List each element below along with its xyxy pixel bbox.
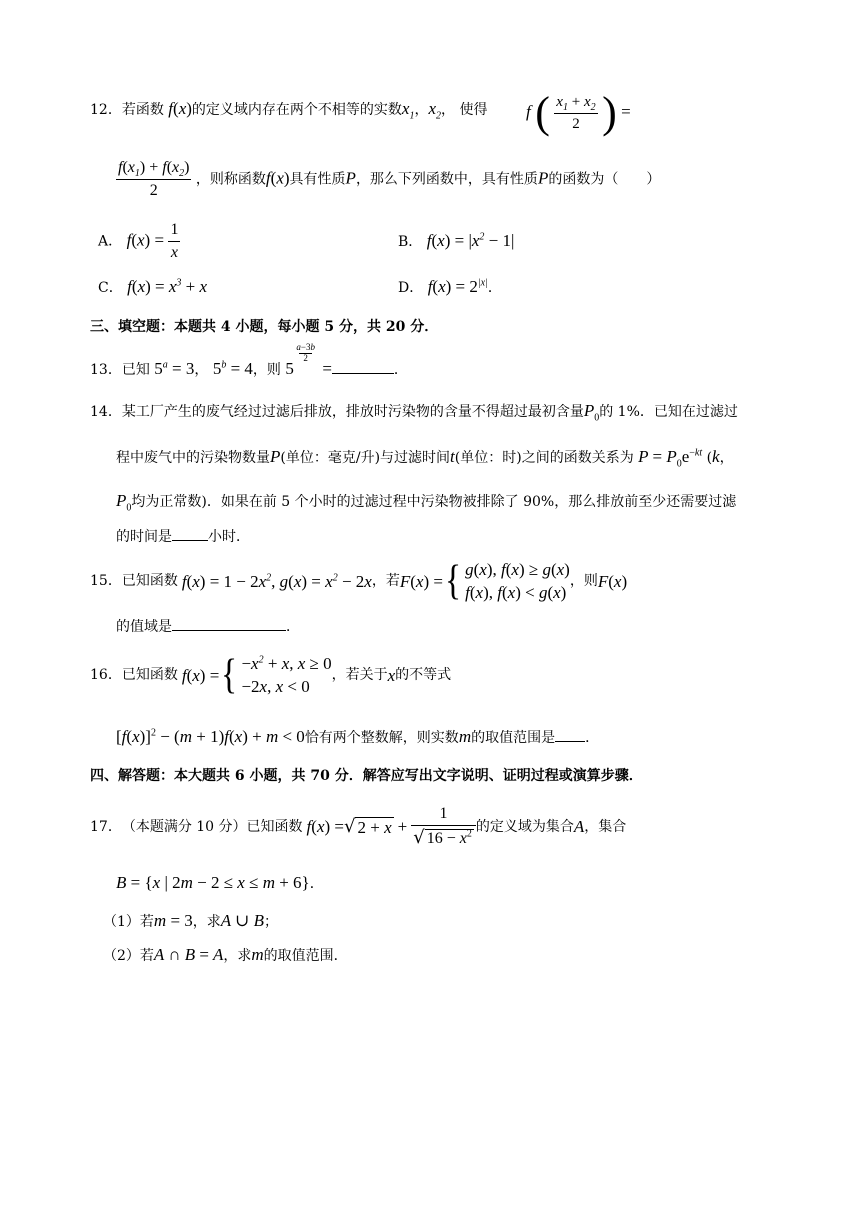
q14-text-3: 均为正常数)．如果在前 5 个小时的过滤过程中污染物被排除了 90%，那么排放前至少还需要过滤 [131, 494, 737, 510]
q16-line1 [90, 654, 451, 696]
question-number: 13． [90, 362, 122, 378]
q14-line4 [116, 530, 250, 544]
q12-text-c: ， 使得 [441, 102, 488, 118]
q16-case-2: −2x, x < 0 [241, 677, 310, 696]
q14-text-2c: (单位：时)之间的函数关系为 [454, 450, 634, 466]
q17-p1-end: ； [264, 914, 279, 930]
q15-Fx: F(x) [597, 571, 628, 591]
option-label: C． [98, 280, 123, 296]
q12-text-f: ，那么下列函数中，具有性质 [355, 171, 538, 188]
q14-answer-blank [172, 539, 208, 541]
q16-inequality: $[f(x)]^2 - (m + 1)f(x) + m < 0$ [116, 727, 305, 746]
q15-case-2: f(x), f(x) < g(x) [465, 583, 567, 602]
q14-text-2e: ， [719, 450, 734, 466]
q14-text-2d: ( [706, 450, 713, 466]
q12-avg-num: $f(x_1) + f(x_2)$ [118, 159, 190, 180]
q14-text-1: 某工厂产生的废气经过过滤后排放，排放时污染物的含量不得超过最初含量 [121, 404, 584, 420]
q12-option-a [98, 222, 180, 261]
option-label: D． [398, 280, 424, 296]
question-number: 12． [90, 102, 122, 118]
q16-m: m [458, 727, 472, 746]
q15-text-a: 已知函数 [121, 573, 178, 589]
q15-piecewise [443, 560, 570, 602]
q13-answer-blank [332, 372, 394, 374]
option-a-num: 1 [168, 222, 180, 242]
q14-text-1b: 的 1%．已知在过滤过 [599, 404, 738, 420]
q15-functions: $f(x) = 1 - 2x^2$, $g(x) = x^2 - 2x$ [181, 571, 372, 591]
q13-expr: 5 a−3b 2 [285, 342, 315, 378]
q16-line2 [116, 728, 599, 745]
q13-text-b: ，则 [252, 362, 281, 378]
q17-union: A ∪ B [220, 911, 265, 930]
q16-case-1: $-x^2 + x$, x ≥ 0 [241, 654, 332, 673]
q17-p1-a: （1）若 [103, 914, 154, 930]
q17-p2-c: 的取值范围． [263, 948, 348, 964]
q17-part1 [103, 912, 278, 929]
q17-plus: + [397, 817, 408, 836]
q12-bigparen: ( [535, 88, 550, 137]
q16-f: f(x) = [181, 665, 220, 685]
q12-line2 [116, 160, 660, 199]
q12-x2: $x_2$ [428, 99, 441, 122]
q16-cases [241, 655, 331, 695]
q17-line1 [90, 806, 626, 847]
q15-cases [465, 561, 570, 601]
q17-text-c: ，集合 [584, 818, 627, 835]
q17-frac [411, 806, 476, 847]
q14-P: P [270, 447, 281, 466]
q14-t: t [450, 447, 455, 466]
q12-P: P [345, 168, 356, 188]
q17-intersection: A ∩ B = A [153, 945, 224, 964]
q14-text-2a: 程中废气中的污染物数量 [116, 450, 270, 466]
q12-option-d [398, 278, 502, 295]
q17-p1-b: ，求 [192, 914, 221, 930]
q16-text-a: 已知函数 [121, 667, 178, 683]
q13-comma: ， [194, 362, 209, 378]
q17-part2 [103, 946, 348, 963]
q14-text-2b: (单位：毫克/升)与过滤时间 [280, 450, 451, 466]
q17-m3: m = 3 [153, 911, 193, 930]
q15-end: ． [286, 619, 300, 635]
q12-bigparen: ) [602, 88, 617, 137]
q12-fx: f [168, 99, 174, 118]
q12-var: x [178, 99, 187, 118]
q12-f: f [526, 102, 531, 121]
question-number: 16． [90, 667, 122, 683]
option-a-den: x [170, 244, 179, 261]
q13 [90, 342, 408, 378]
q12-P2: P [537, 168, 549, 188]
section-4-header: 四、解答题：本大题共 6 小题，共 70 分．解答应写出文字说明、证明过程或演算步骤． [90, 768, 643, 784]
q12-paren: ( [173, 99, 179, 118]
q12-fx2: f(x) [265, 168, 290, 188]
sqrt-body: 2 + x [357, 818, 392, 837]
q16-text-d: 恰有两个整数解，则实数 [304, 730, 459, 746]
option-a-formula: f(x) = [126, 230, 165, 250]
q13-eq1: $5^a = 3$ [154, 359, 195, 378]
q16-text-c: 的不等式 [395, 667, 452, 683]
q17-sqrt-1 [344, 817, 394, 836]
q14-line2 [116, 447, 734, 470]
q12-text-d: ，则称函数 [195, 171, 266, 188]
q12-text-b: 的定义域内存在两个不相等的实数 [191, 102, 402, 118]
q12-paren: ) [186, 99, 192, 118]
q13-eq3: = [322, 359, 332, 378]
q16-brace: { [221, 652, 238, 698]
q12-avg-frac [116, 160, 191, 199]
q12-option-b [398, 232, 514, 249]
q17-set-B: B = {x | 2m − 2 ≤ x ≤ m + 6} [116, 873, 310, 892]
q17-m: m [251, 945, 264, 964]
q15-text-c: ，则 [569, 573, 598, 589]
option-c-formula: $f(x) = x^3 + x$ [127, 277, 208, 296]
q17-text-b: 的定义域为集合 [475, 818, 574, 835]
q16-x: x [387, 665, 396, 685]
q17-line2 [116, 874, 324, 891]
option-label: B． [398, 234, 423, 250]
q17-frac-num: 1 [411, 806, 476, 826]
q15-F: F(x) = [399, 571, 443, 591]
q12-option-c [98, 278, 207, 295]
q13-end: ． [393, 362, 408, 378]
q16-piecewise [219, 654, 331, 696]
q13-text-a: 已知 [121, 362, 150, 378]
q14-k: k [712, 447, 720, 466]
question-number: 17． [90, 818, 122, 835]
q17-A: A [573, 817, 585, 836]
q16-answer-blank [555, 740, 585, 742]
q12-mid-frac [554, 95, 597, 132]
q17-frac-den: √ $16 - x^2$ [413, 827, 472, 848]
q14-P0: $P_0$ [583, 401, 600, 424]
option-label: A． [98, 233, 123, 250]
q17-text-a: （本题满分 10 分）已知函数 [121, 818, 303, 835]
q12-mid-num: $x_1 + x_2$ [556, 93, 596, 113]
q12-avg-den: 2 [149, 182, 158, 199]
q16-end: ． [585, 730, 600, 746]
question-number: 15． [90, 573, 122, 589]
option-d-formula: $f(x) = 2^{|x|}$ [427, 277, 488, 296]
q12-fmid [526, 88, 631, 137]
q16-text-b: ，若关于 [331, 667, 388, 683]
q14-text-4b: 小时． [208, 529, 250, 545]
q14-text-4a: 的时间是 [116, 529, 172, 545]
section-3-header: 三、填空题：本题共 4 小题，每小题 5 分，共 20 分． [90, 319, 439, 335]
q14-P0b: $P_0$ [116, 491, 132, 514]
q15-case-1: g(x), f(x) ≥ g(x) [465, 560, 570, 579]
q14-line3 [116, 491, 737, 514]
question-number: 14． [90, 404, 122, 420]
q14-formula: $P = P_0e^{-kt}$ [638, 447, 703, 470]
q15-line2 [116, 620, 300, 634]
q12-line1 [90, 99, 488, 122]
q12-x1: $x_1$ [401, 99, 415, 122]
q13-eq2: $5^b = 4$ [212, 359, 253, 378]
sqrt-sign: √ [344, 816, 356, 837]
option-b-formula: $f(x) = |x^2 - 1|$ [426, 231, 515, 250]
q12-text-e: 具有性质 [289, 171, 346, 188]
q16-text-e: 的取值范围是 [471, 730, 556, 746]
q15-answer-blank [172, 629, 286, 631]
q12-mid-den: 2 [572, 115, 580, 132]
q12-text-a: 若函数 [121, 102, 164, 118]
option-d-end: ． [487, 280, 502, 296]
q14-line1 [90, 401, 738, 424]
q17-f: f(x) = [306, 817, 344, 836]
q15-line1 [90, 560, 627, 602]
q12-sep: ， [414, 102, 429, 118]
q12-eq: = [621, 102, 631, 121]
option-a-frac [168, 222, 180, 261]
q15-text-b: ，若 [371, 573, 400, 589]
q15-text-d: 的值域是 [116, 619, 172, 635]
q15-brace: { [444, 558, 462, 604]
q17-end: ． [309, 876, 324, 892]
q17-p2-a: （2）若 [103, 948, 154, 964]
q12-text-g: 的函数为（ ） [548, 171, 661, 188]
q17-p2-b: ，求 [223, 948, 252, 964]
